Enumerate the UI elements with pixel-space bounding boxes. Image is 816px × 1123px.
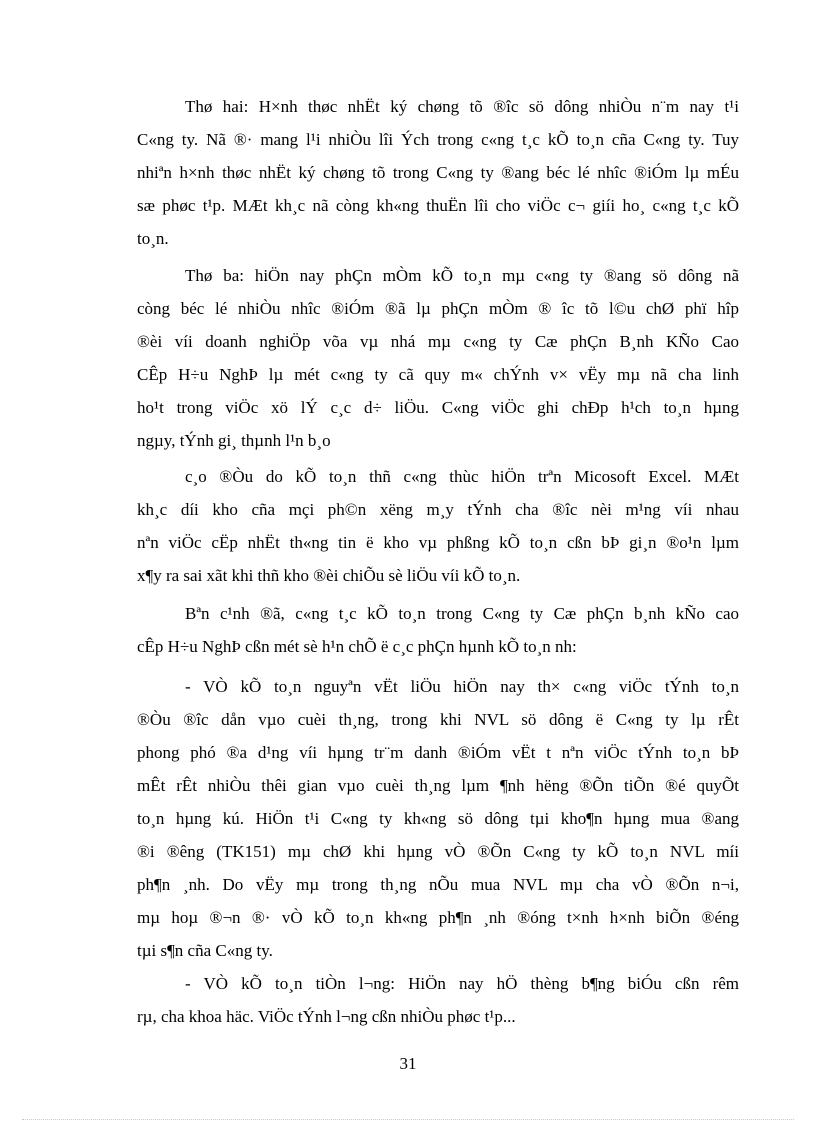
text-line: to¸n. bbox=[137, 229, 169, 248]
text-line: nhiªn h×nh thøc nhËt ký chøng tõ trong C«ng ty ®ang béc lé nhîc ®iÓm lµ mÉu bbox=[137, 163, 739, 182]
text-line: c¸o ®Òu do kÕ to¸n thñ c«ng thùc hiÖn trªn Micosoft Excel. MÆt bbox=[185, 467, 739, 486]
text-line: ®èi víi doanh nghiÖp võa vµ nhá mµ c«ng ty Cæ phÇn B¸nh KÑo Cao bbox=[137, 332, 739, 351]
text-line: phong phó ®a d¹ng víi hµng tr¨m danh ®iÓm vËt t nªn viÖc tÝnh to¸n bÞ bbox=[137, 743, 739, 762]
paragraph-4 bbox=[137, 597, 739, 663]
text-line: ®i ®êng (TK151) mµ chØ khi hµng vÒ ®Õn C«ng ty kÕ to¸n NVL míi bbox=[137, 842, 739, 861]
paragraph-2 bbox=[137, 259, 739, 457]
paragraph-3 bbox=[137, 460, 739, 592]
text-line: Thø hai: H×nh thøc nhËt ký chøng tõ ®îc sö dông nhiÒu n¨m nay t¹i bbox=[185, 97, 739, 116]
text-line: sæ phøc t¹p. MÆt kh¸c nã còng kh«ng thuËn lîi cho viÖc c¬ giíi ho¸ c«ng t¸c kÕ bbox=[137, 196, 739, 215]
text-line: cÊp H÷u NghÞ cßn mét sè h¹n chÕ ë c¸c phÇn hµnh kÕ to¸n nh: bbox=[137, 637, 577, 656]
page-number: 31 bbox=[399, 1054, 417, 1073]
text-line: Bªn c¹nh ®ã, c«ng t¸c kÕ to¸n trong C«ng ty Cæ phÇn b¸nh kÑo cao bbox=[185, 604, 739, 623]
paragraph-6 bbox=[137, 967, 739, 1033]
text-line: - VÒ kÕ to¸n tiÒn l¬ng: HiÖn nay hÖ thèng b¶ng biÓu cßn rêm bbox=[185, 974, 739, 993]
text-line: C«ng ty. Nã ®· mang l¹i nhiÒu lîi Ých trong c«ng t¸c kÕ to¸n cña C«ng ty. Tuy bbox=[137, 130, 739, 149]
text-line: Thø ba: hiÖn nay phÇn mÒm kÕ to¸n mµ c«ng ty ®ang sö dông nã bbox=[185, 266, 739, 285]
text-line: còng béc lé nhiÒu nhîc ®iÓm ®ã lµ phÇn mÒm ® îc tõ l©u chØ phï hîp bbox=[137, 299, 739, 318]
text-line: tµi s¶n cña C«ng ty. bbox=[137, 941, 273, 960]
text-line: - VÒ kÕ to¸n nguyªn vËt liÖu hiÖn nay th× c«ng viÖc tÝnh to¸n bbox=[185, 677, 739, 696]
text-line: to¸n hµng kú. HiÖn t¹i C«ng ty kh«ng sö dông tµi kho¶n hµng mua ®ang bbox=[137, 809, 739, 828]
text-line: rµ, cha khoa häc. ViÖc tÝnh l¬ng cßn nhiÒu phøc t¹p... bbox=[137, 1007, 516, 1026]
paragraph-5 bbox=[137, 670, 739, 967]
page-bottom-divider bbox=[22, 1119, 794, 1120]
paragraph-1 bbox=[137, 90, 739, 255]
text-line: x¶y ra sai xãt khi thñ kho ®èi chiÕu sè liÖu víi kÕ to¸n. bbox=[137, 566, 521, 585]
text-line: nªn viÖc cËp nhËt th«ng tin ë kho vµ phßng kÕ to¸n cßn bÞ gi¸n ®o¹n lµm bbox=[137, 533, 739, 552]
text-line: mµ hoµ ®¬n ®· vÒ kÕ to¸n kh«ng ph¶n ¸nh ®óng t×nh h×nh biÕn ®éng bbox=[137, 908, 739, 927]
text-line: kh¸c díi kho cña mçi ph©n xëng m¸y tÝnh cha ®îc nèi m¹ng víi nhau bbox=[137, 500, 739, 519]
text-line: ngµy, tÝnh gi¸ thµnh l¹n b¸o bbox=[137, 431, 331, 450]
text-line: ®Òu ®îc dån vµo cuèi th¸ng, trong khi NVL sö dông ë C«ng ty lµ rÊt bbox=[137, 710, 739, 729]
text-line: ph¶n ¸nh. Do vËy mµ trong th¸ng nÕu mua NVL mµ cha vÒ ®Õn n¬i, bbox=[137, 875, 739, 894]
text-line: ho¹t trong viÖc xö lÝ c¸c d÷ liÖu. C«ng viÖc ghi chÐp h¹ch to¸n hµng bbox=[137, 398, 739, 417]
text-line: CÊp H÷u NghÞ lµ mét c«ng ty cã quy m« chÝnh v× vËy mµ nã cha linh bbox=[137, 365, 739, 384]
text-line: mÊt rÊt nhiÒu thêi gian vµo cuèi th¸ng lµm ¶nh hëng ®Õn tiÕn ®é quyÕt bbox=[137, 776, 739, 795]
